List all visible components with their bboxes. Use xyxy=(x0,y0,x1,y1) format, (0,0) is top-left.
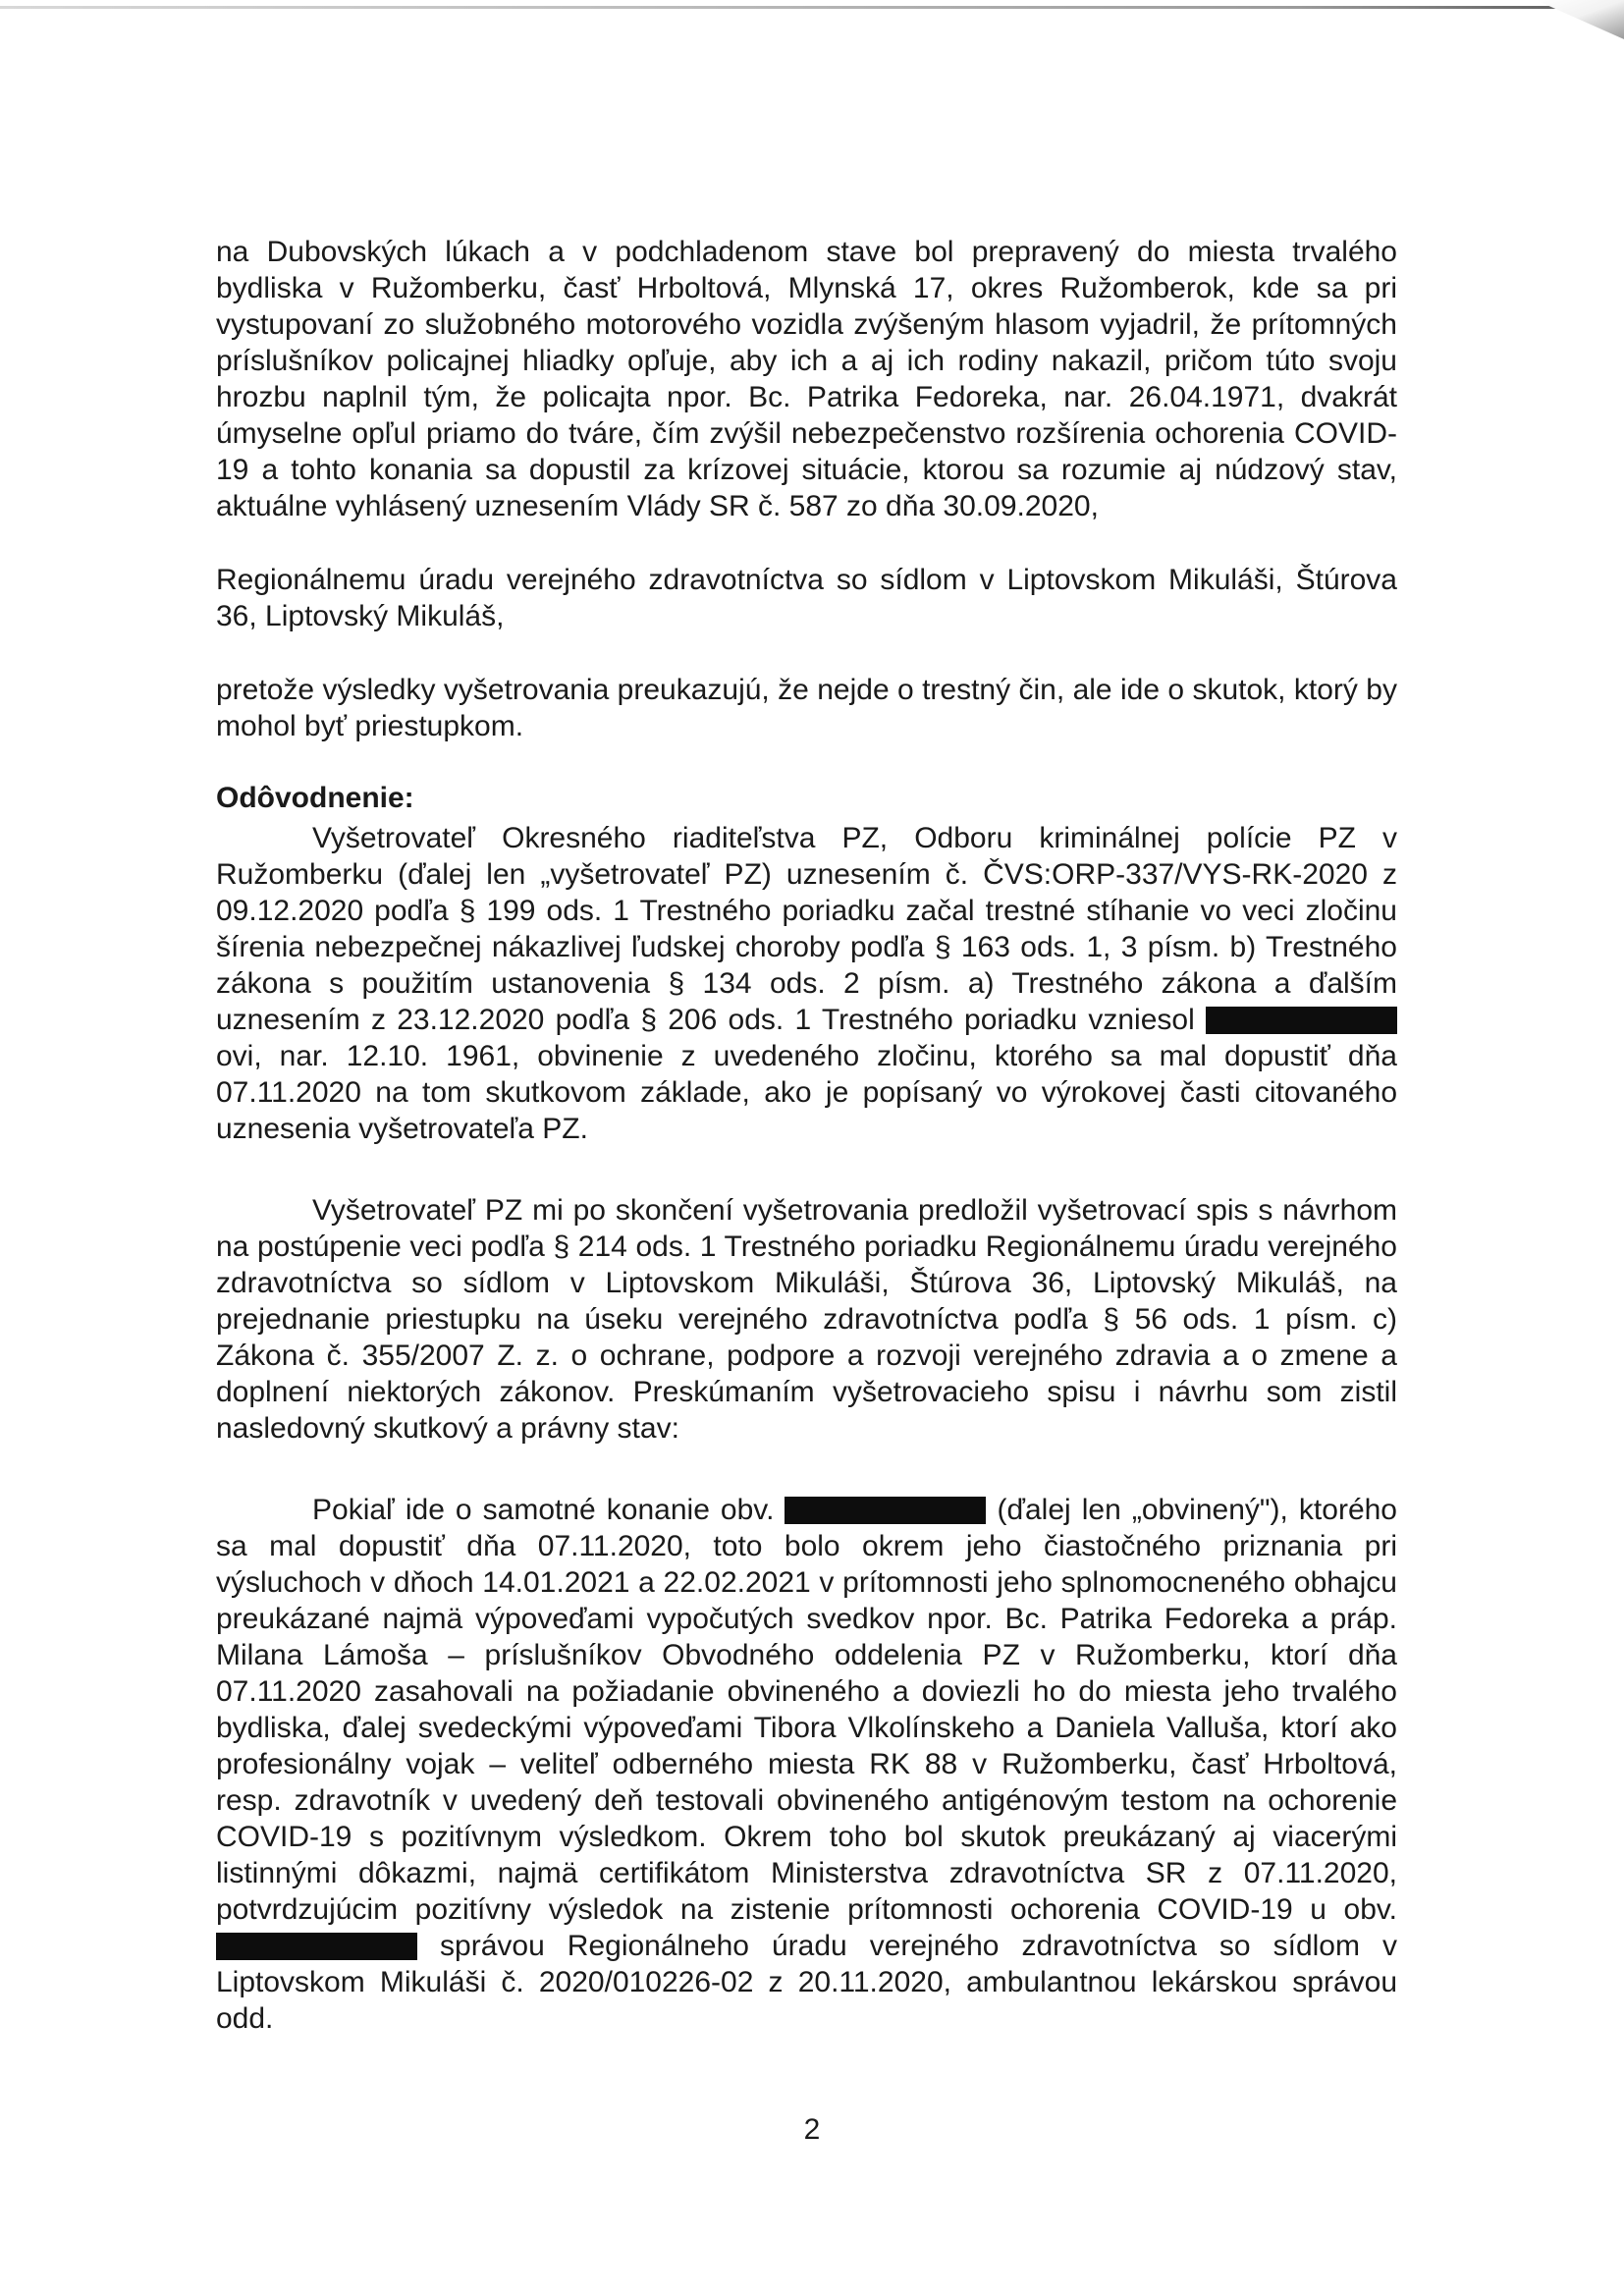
scan-edge-line xyxy=(0,6,1624,9)
paragraph-evidence-part2: (ďalej len „obvinený"), ktorého sa mal dopustiť dňa 07.11.2020, toto bolo okrem jeho čiastočného priznania pri výsluchoch v dňoch 14.01.2021 a 22.02.2021 v prítomnosti jeho splnomocneného obhajcu preukázané najmä výpoveďami vypočutých svedkov npor. Bc. Patrika Fedoreka a práp. Milana Lámoša – príslušníkov Obvodného oddelenia PZ v Ružomberku, ktorí dňa 07.11.2020 zasahovali na požiadanie obvineného a doviezli ho do miesta jeho trvalého bydliska, ďalej svedeckými výpoveďami Tibora Vlkolínskeho a Daniela Valluša, ktorí ako profesionálny vojak – veliteľ odberného miesta RK 88 v Ružomberku, časť Hrboltová, resp. zdravotník v uvedený deň testovali obvineného antigénovým testom na ochorenie COVID-19 s pozitívnym výsledkom. Okrem toho bol skutok preukázaný aj viacerými listinnými dôkazmi, najmä certifikátom Ministerstva zdravotníctva SR z 07.11.2020, potvrdzujúcim pozitívny výsledok na zistenie prítomnosti ochorenia COVID-19 u obv. xyxy=(216,1494,1397,1926)
paragraph-investigation-part2: ovi, nar. 12.10. 1961, obvinenie z uvedeného zločinu, ktorého sa mal dopustiť dňa 07.11.2020 na tom skutkovom základe, ako je popísaný vo výrokovej časti citovaného uznesenia vyšetrovateľa PZ. xyxy=(216,1040,1397,1145)
paragraph-investigation xyxy=(216,820,1397,1147)
paragraph-facts: na Dubovských lúkach a v podchladenom stave bol prepravený do miesta trvalého bydliska v Ružomberku, časť Hrboltová, Mlynská 17, okres Ružomberok, kde sa pri vystupovaní zo služobného motorového vozidla zvýšeným hlasom vyjadril, že prítomných príslušníkov policajnej hliadky opľuje, aby ich a aj ich rodiny nakazil, pričom túto svoju hrozbu naplnil tým, že policajta npor. Bc. Patrika Fedoreka, nar. 26.04.1971, dvakrát úmyselne opľul priamo do tváre, čím zvýšil nebezpečenstvo rozšírenia ochorenia COVID-19 a tohto konania sa dopustil za krízovej situácie, ktorou sa rozumie aj núdzový stav, aktuálne vyhlásený uznesením Vlády SR č. 587 zo dňa 30.09.2020, xyxy=(216,236,1397,522)
paragraph-investigation-part1: Vyšetrovateľ Okresného riaditeľstva PZ, Odboru kriminálnej polície PZ v Ružomberku (ďalej len „vyšetrovateľ PZ) uznesením č. ČVS:ORP-337/VYS-RK-2020 z 09.12.2020 podľa § 199 ods. 1 Trestného poriadku začal trestné stíhanie vo veci zločinu šírenia nebezpečnej nákazlivej ľudskej choroby podľa § 163 ods. 1, 3 písm. b) Trestného zákona s použitím ustanovenia § 134 ods. 2 písm. a) Trestného zákona a ďalším uznesením z 23.12.2020 podľa § 206 ods. 1 Trestného poriadku vzniesol xyxy=(216,822,1397,1036)
section-heading: Odôvodnenie: xyxy=(216,782,414,814)
document-page xyxy=(216,234,1397,2037)
paragraph-evidence-part1: Pokiaľ ide o samotné konanie obv. xyxy=(312,1494,775,1526)
page-number: 2 xyxy=(803,2113,821,2146)
paragraph-evidence-part3: správou Regionálneho úradu verejného zdravotníctva so sídlom v Liptovskom Mikuláši č. 2020/010226-02 z 20.11.2020, ambulantnou lekárskou správou odd. xyxy=(216,1930,1397,2035)
redaction-box xyxy=(1206,1007,1397,1034)
redaction-box xyxy=(216,1933,417,1960)
scan-corner-shadow xyxy=(1536,0,1624,39)
paragraph-referral: Vyšetrovateľ PZ mi po skončení vyšetrovania predložil vyšetrovací spis s návrhom na postúpenie veci podľa § 214 ods. 1 Trestného poriadku Regionálnemu úradu verejného zdravotníctva so sídlom v Liptovskom Mikuláši, Štúrova 36, Liptovský Mikuláš, na prejednanie priestupku na úseku verejného zdravotníctva podľa § 56 ods. 1 písm. c) Zákona č. 355/2007 Z. z. o ochrane, podpore a rozvoji verejného zdravia a o zmene a doplnení niektorých zákonov. Preskúmaním vyšetrovacieho spisu i návrhu som zistil nasledovný skutkový a právny stav: xyxy=(216,1194,1397,1445)
redaction-box xyxy=(785,1497,986,1524)
paragraph-recipient: Regionálnemu úradu verejného zdravotníctva so sídlom v Liptovskom Mikuláši, Štúrova 36, Liptovský Mikuláš, xyxy=(216,564,1397,632)
paragraph-reason: pretože výsledky vyšetrovania preukazujú, že nejde o trestný čin, ale ide o skutok, ktorý by mohol byť priestupkom. xyxy=(216,674,1397,742)
paragraph-evidence xyxy=(216,1492,1397,2037)
